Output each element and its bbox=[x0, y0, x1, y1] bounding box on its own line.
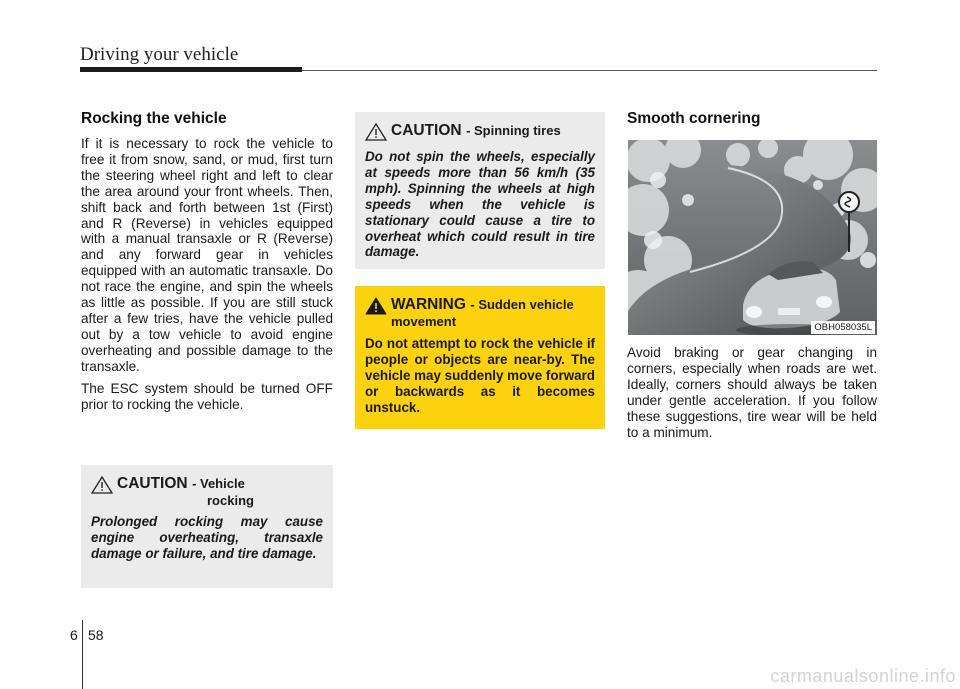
header-rule-thick bbox=[80, 67, 302, 72]
cornering-section bbox=[627, 110, 877, 136]
caution-vehicle-rocking-text: Prolonged rocking may cause engine overheating, transaxle damage or failure, and tire damage. bbox=[91, 514, 323, 561]
header-rule-thin bbox=[302, 70, 877, 71]
header-title: Driving your vehicle bbox=[80, 44, 239, 65]
footer-divider bbox=[82, 620, 83, 689]
caution-vehicle-rocking-header bbox=[91, 475, 323, 508]
warning-sudden-movement-box bbox=[355, 286, 605, 429]
caution-triangle-icon bbox=[365, 123, 387, 141]
caution-triangle-icon bbox=[91, 476, 113, 494]
rocking-section bbox=[81, 110, 333, 418]
warning-header bbox=[365, 296, 595, 330]
cornering-photo bbox=[628, 140, 877, 335]
warning-triangle-icon bbox=[365, 297, 387, 315]
page-number: 58 bbox=[88, 627, 104, 643]
caution-label: CAUTION bbox=[391, 122, 462, 139]
site-watermark: carmanualsonline.info bbox=[770, 666, 956, 686]
rocking-paragraph-1: If it is necessary to rock the vehicle to free it from snow, sand, or mud, first turn the steering wheel right and left to clear the area around your front wheels. Then, shift back and forth between 1st (First) and R (Reverse) in vehicles equipped with a manual transaxle or R (Reverse) and any forward gear in vehicles equipped with an automatic transaxle. Do not race the engine, and spin the wheels as little as possible. If you are still stuck after a few tries, have the vehicle pulled out by a tow vehicle to avoid engine overheating and possible damage to the transaxle. bbox=[81, 136, 333, 374]
cornering-heading: Smooth cornering bbox=[627, 110, 761, 127]
snowy-road-car-illustration bbox=[628, 140, 877, 335]
cornering-body bbox=[627, 345, 877, 440]
caution-spinning-tires-text: Do not spin the wheels, especially at speeds more than 56 km/h (35 mph). Spinning the wheels at high speeds when the vehicle is stationary could cause a tire to overheat which could result in tire damage. bbox=[365, 149, 595, 260]
cornering-text: Avoid braking or gear changing in corners, especially when roads are wet. Ideally, corners should always be taken under gentle acceleration. If you follow these suggestions, tire wear will be held to a minimum. bbox=[627, 345, 877, 440]
caution-spinning-tires-header bbox=[365, 122, 595, 141]
page-chapter-number: 6 bbox=[70, 627, 78, 643]
caution-label: CAUTION bbox=[117, 475, 188, 492]
rocking-body bbox=[81, 136, 333, 412]
warning-subtitle: - Sudden vehicle movement bbox=[391, 297, 574, 329]
rocking-heading: Rocking the vehicle bbox=[81, 110, 227, 127]
caution-subtitle-2: rocking bbox=[207, 493, 254, 508]
warning-text: Do not attempt to rock the vehicle if people or objects are near-by. The vehicle may suddenly move forward or backwards as it becomes unstuck. bbox=[365, 336, 595, 415]
caution-spinning-tires-box bbox=[355, 112, 605, 269]
caution-subtitle-1: - Vehicle bbox=[192, 476, 245, 491]
caution-subtitle: - Spinning tires bbox=[466, 123, 561, 138]
rocking-paragraph-2: The ESC system should be turned OFF prior to rocking the vehicle. bbox=[81, 380, 333, 412]
caution-vehicle-rocking-box bbox=[81, 465, 333, 588]
photo-reference-code: OBH058035L bbox=[811, 321, 875, 334]
warning-label: WARNING bbox=[391, 296, 466, 313]
